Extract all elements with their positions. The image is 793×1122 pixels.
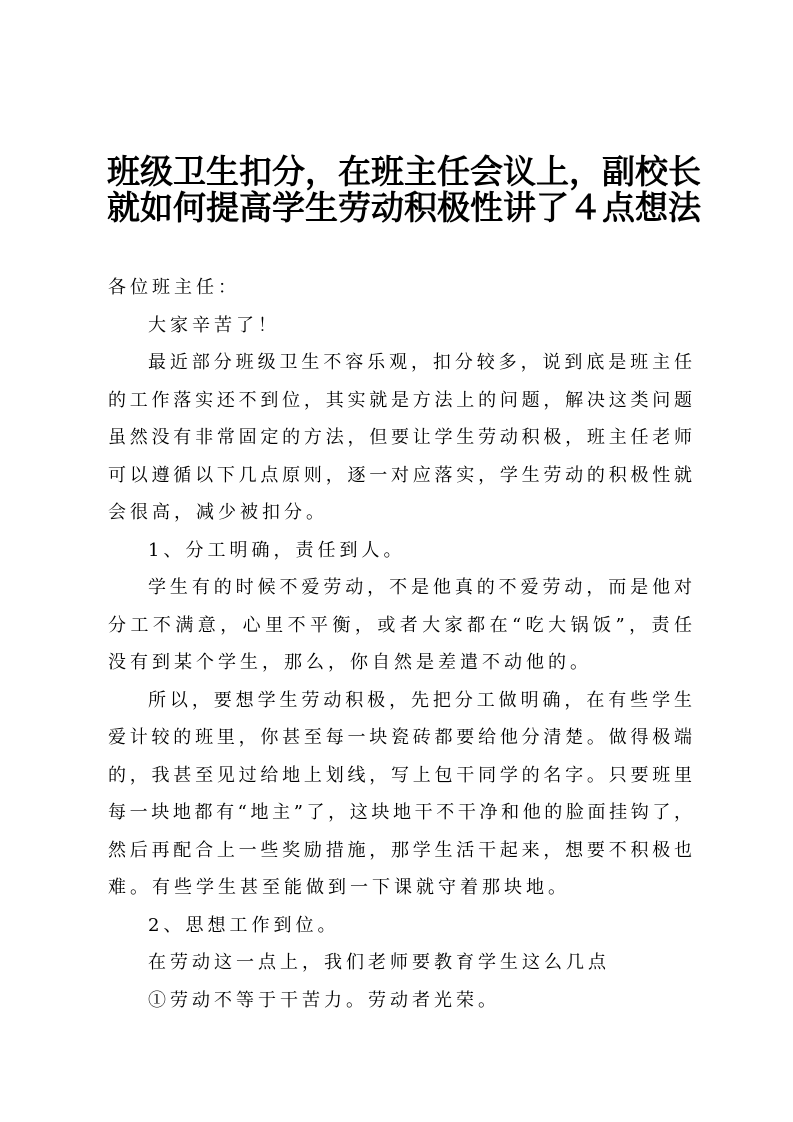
text-line: 每一块地都有“地主”了，这块地干不干净和他的脸面挂钩了， [108,802,692,823]
greeting: 大家辛苦了！ [148,314,280,336]
text-line: 难。有些学生甚至能做到一下课就守着那块地。 [108,877,570,898]
section-heading: 2、思想工作到位。 [148,914,340,936]
salutation: 各位班主任： [108,277,240,298]
list-item: ①劳动不等于干苦力。劳动者光荣。 [148,989,500,1011]
paragraph [108,682,692,907]
paragraph [108,569,692,682]
section-heading: 1、分工明确，责任到人。 [148,539,406,561]
text-line: 会很高，减少被扣分。 [108,502,328,523]
title-line: 班级卫生扣分，在班主任会议上，副校长 [107,152,701,191]
text-line: 所以，要想学生劳动积极，先把分工做明确，在有些学生 [148,689,692,711]
text-line: 的，我甚至见过给地上划线，写上包干同学的名字。只要班里 [108,764,692,786]
paragraph: 在劳动这一点上，我们老师要教育学生这么几点 [148,952,610,973]
text-line: 分工不满意，心里不平衡，或者大家都在“吃大锅饭”，责任 [108,614,692,636]
text-line: 最近部分班级卫生不容乐观，扣分较多，说到底是班主任 [148,352,692,373]
title-line: 就如何提高学生劳动积极性讲了４点想法 [107,188,701,227]
text-line: 然后再配合上一些奖励措施，那学生活干起来，想要不积极也 [108,839,692,861]
document-body [108,269,692,1019]
text-line: 学生有的时候不爱劳动，不是他真的不爱劳动，而是他对 [148,577,692,598]
text-line: 没有到某个学生，那么，你自然是差遣不动他的。 [108,652,592,673]
document-title [107,152,701,227]
text-line: 可以遵循以下几点原则，逐一对应落实，学生劳动的积极性就 [108,464,692,486]
text-line: 的工作落实还不到位，其实就是方法上的问题，解决这类问题 [108,389,692,411]
paragraph [108,344,692,532]
text-line: 虽然没有非常固定的方法，但要让学生劳动积极，班主任老师 [108,427,692,448]
text-line: 爱计较的班里，你甚至每一块瓷砖都要给他分清楚。做得极端 [108,727,692,748]
